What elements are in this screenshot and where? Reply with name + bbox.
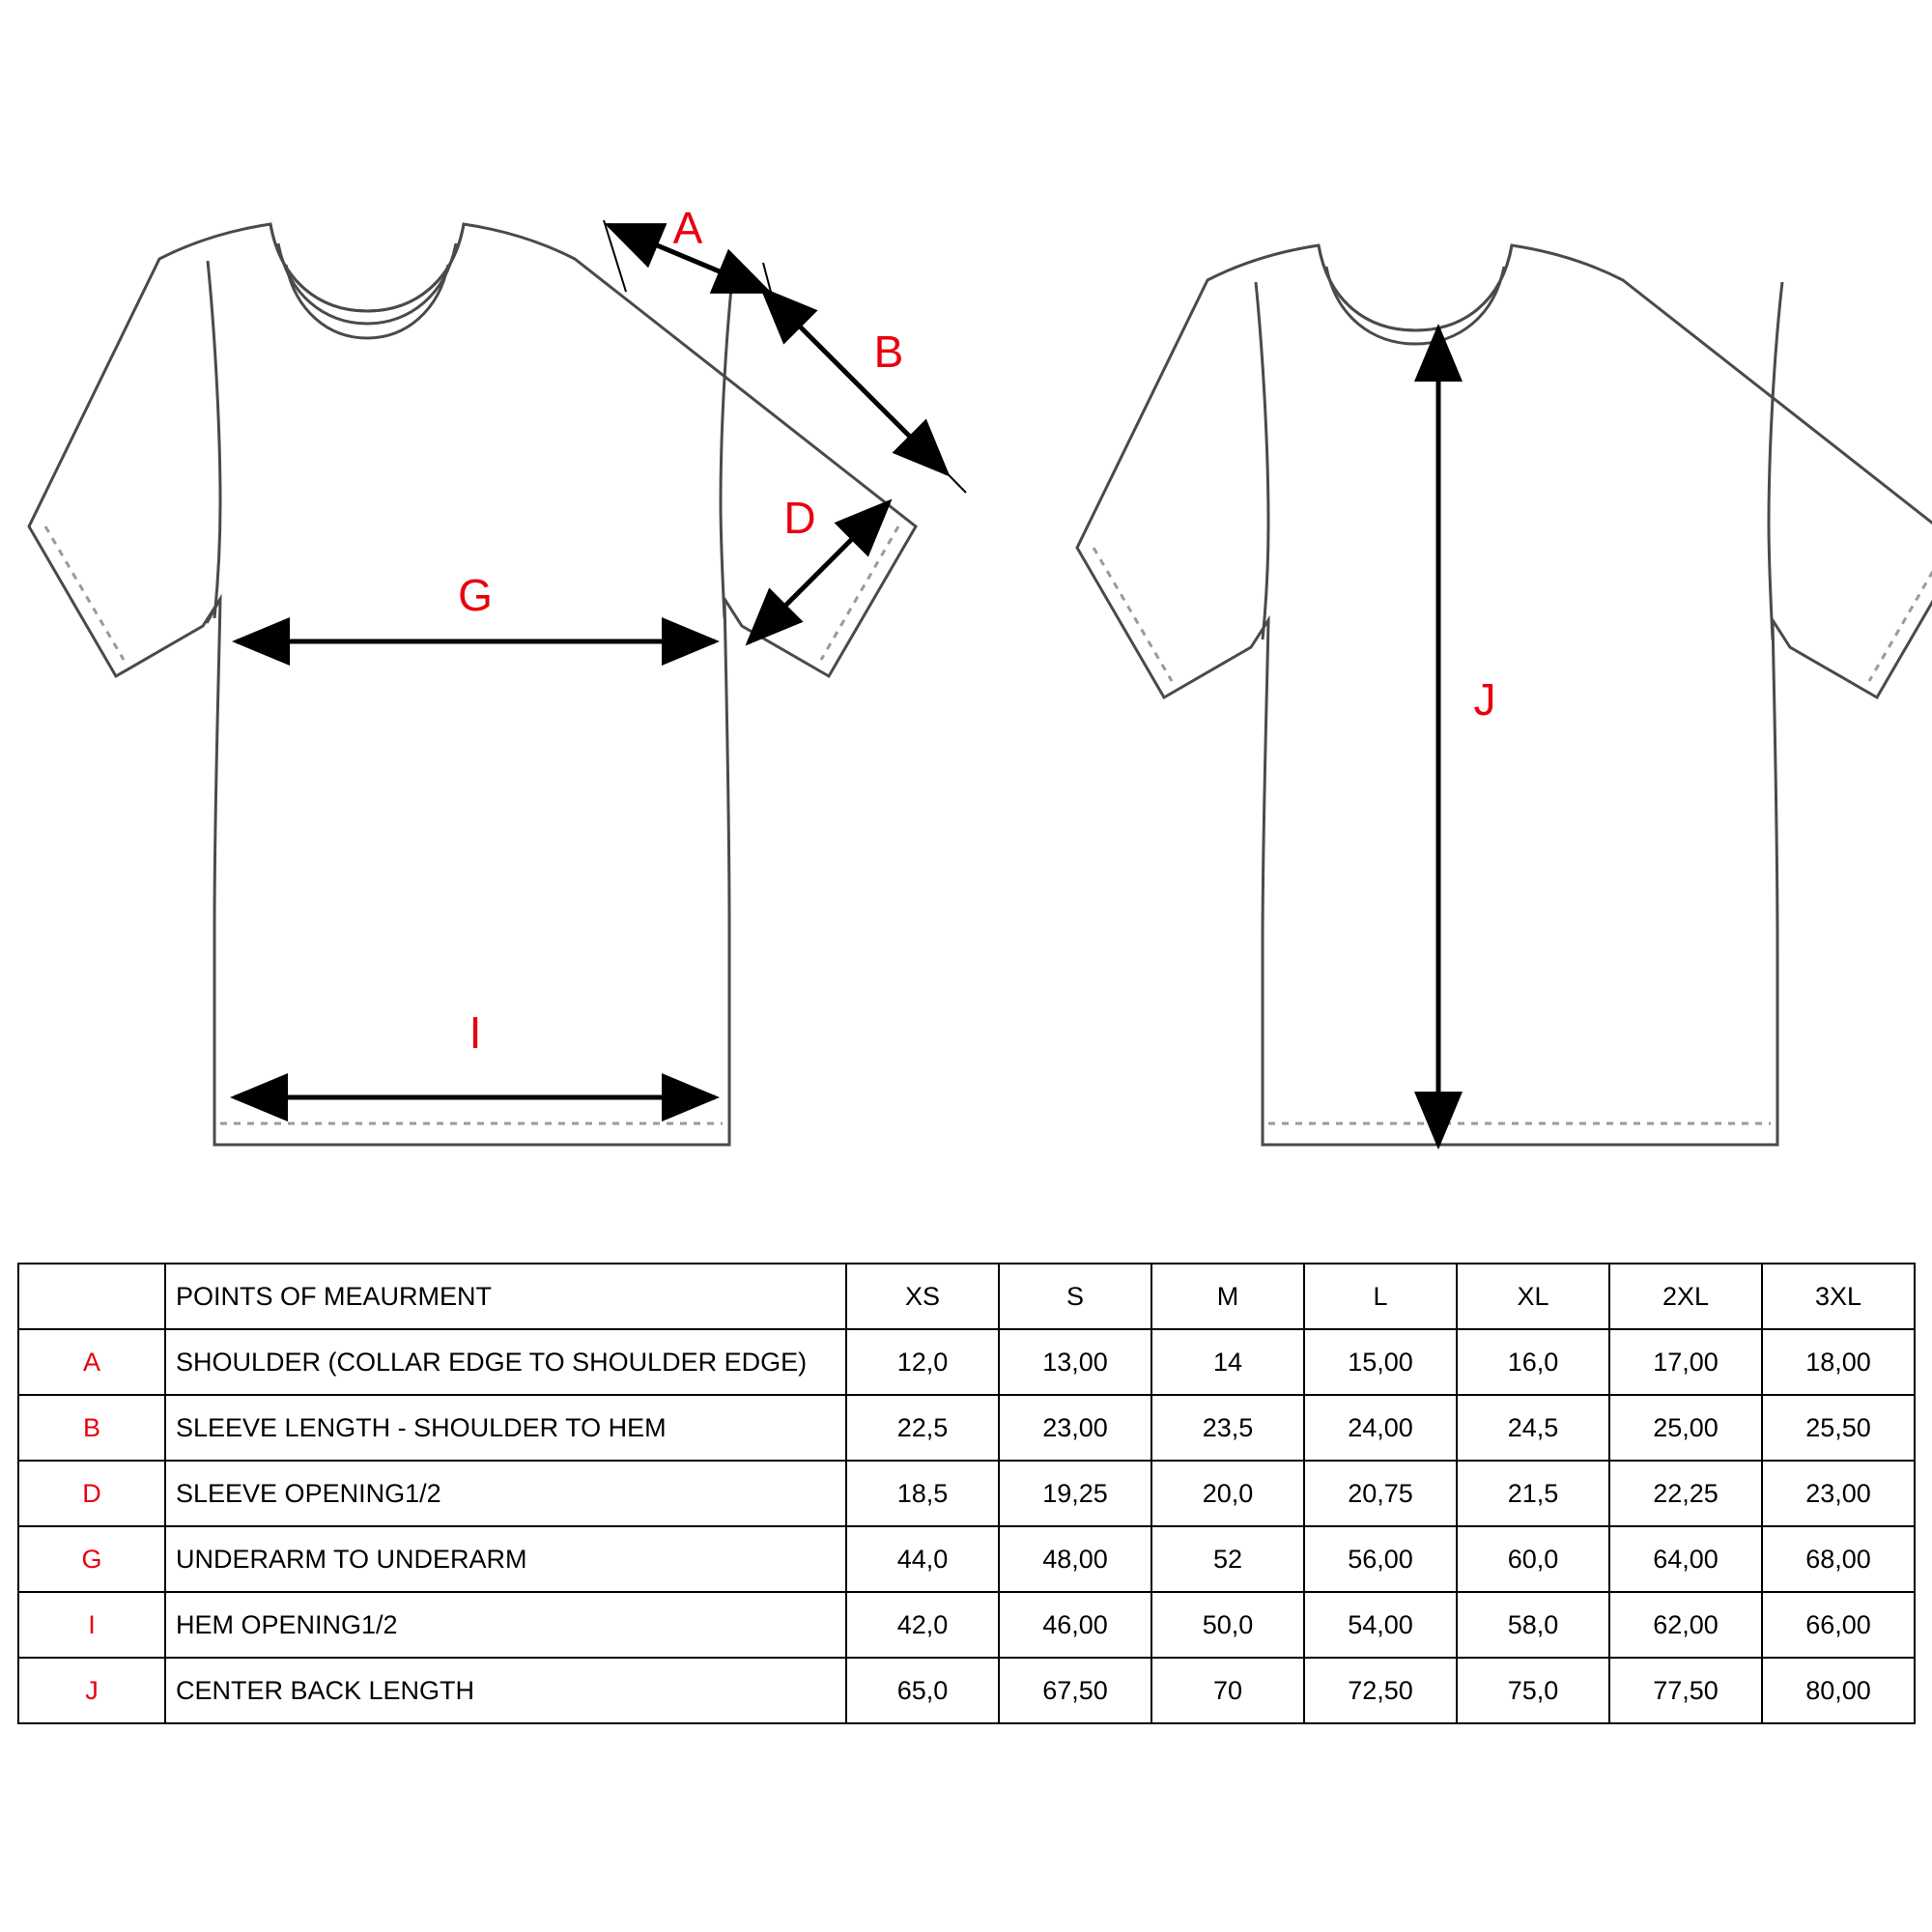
row-name-j: CENTER BACK LENGTH <box>165 1658 846 1723</box>
table-row <box>18 1329 1915 1395</box>
label-b-text: B <box>873 327 904 377</box>
table-row <box>18 1461 1915 1526</box>
row-b-2xl: 25,00 <box>1609 1395 1762 1461</box>
row-name-d: SLEEVE OPENING1/2 <box>165 1461 846 1526</box>
row-d-3xl: 23,00 <box>1762 1461 1915 1526</box>
label-i-text: I <box>469 1008 482 1058</box>
header-size-m: M <box>1151 1264 1304 1329</box>
table-row <box>18 1526 1915 1592</box>
row-name-g: UNDERARM TO UNDERARM <box>165 1526 846 1592</box>
row-i-xs: 42,0 <box>846 1592 999 1658</box>
row-a-m: 14 <box>1151 1329 1304 1395</box>
row-d-s: 19,25 <box>999 1461 1151 1526</box>
row-b-s: 23,00 <box>999 1395 1151 1461</box>
row-b-3xl: 25,50 <box>1762 1395 1915 1461</box>
size-chart-table <box>17 1263 1916 1724</box>
row-a-s: 13,00 <box>999 1329 1151 1395</box>
row-j-3xl: 80,00 <box>1762 1658 1915 1723</box>
row-g-l: 56,00 <box>1304 1526 1457 1592</box>
row-d-xs: 18,5 <box>846 1461 999 1526</box>
header-size-l: L <box>1304 1264 1457 1329</box>
table-row <box>18 1395 1915 1461</box>
row-d-l: 20,75 <box>1304 1461 1457 1526</box>
header-size-s: S <box>999 1264 1151 1329</box>
row-j-s: 67,50 <box>999 1658 1151 1723</box>
row-key-b: B <box>18 1395 165 1461</box>
row-key-d: D <box>18 1461 165 1526</box>
row-j-2xl: 77,50 <box>1609 1658 1762 1723</box>
table-row <box>18 1592 1915 1658</box>
row-d-m: 20,0 <box>1151 1461 1304 1526</box>
row-d-xl: 21,5 <box>1457 1461 1609 1526</box>
row-name-b: SLEEVE LENGTH - SHOULDER TO HEM <box>165 1395 846 1461</box>
row-g-m: 52 <box>1151 1526 1304 1592</box>
row-d-2xl: 22,25 <box>1609 1461 1762 1526</box>
row-b-xs: 22,5 <box>846 1395 999 1461</box>
table-row <box>18 1658 1915 1723</box>
tshirt-back-illustration <box>1077 245 1932 1145</box>
row-i-s: 46,00 <box>999 1592 1151 1658</box>
row-i-m: 50,0 <box>1151 1592 1304 1658</box>
row-key-g: G <box>18 1526 165 1592</box>
row-g-xs: 44,0 <box>846 1526 999 1592</box>
label-d-text: D <box>783 493 816 543</box>
header-key-blank <box>18 1264 165 1329</box>
row-a-l: 15,00 <box>1304 1329 1457 1395</box>
size-chart-table-container <box>17 1263 1915 1724</box>
header-size-2xl: 2XL <box>1609 1264 1762 1329</box>
table-header-row <box>18 1264 1915 1329</box>
header-size-xl: XL <box>1457 1264 1609 1329</box>
label-g-text: G <box>458 570 493 620</box>
row-j-l: 72,50 <box>1304 1658 1457 1723</box>
row-b-xl: 24,5 <box>1457 1395 1609 1461</box>
row-j-xl: 75,0 <box>1457 1658 1609 1723</box>
row-i-l: 54,00 <box>1304 1592 1457 1658</box>
row-key-i: I <box>18 1592 165 1658</box>
row-i-3xl: 66,00 <box>1762 1592 1915 1658</box>
header-size-3xl: 3XL <box>1762 1264 1915 1329</box>
row-j-xs: 65,0 <box>846 1658 999 1723</box>
row-g-xl: 60,0 <box>1457 1526 1609 1592</box>
row-a-xs: 12,0 <box>846 1329 999 1395</box>
row-a-3xl: 18,00 <box>1762 1329 1915 1395</box>
row-g-3xl: 68,00 <box>1762 1526 1915 1592</box>
label-a-text: A <box>672 203 703 253</box>
header-size-xs: XS <box>846 1264 999 1329</box>
row-key-a: A <box>18 1329 165 1395</box>
label-j-text: J <box>1473 674 1496 724</box>
row-name-a: SHOULDER (COLLAR EDGE TO SHOULDER EDGE) <box>165 1329 846 1395</box>
row-a-2xl: 17,00 <box>1609 1329 1762 1395</box>
row-i-xl: 58,0 <box>1457 1592 1609 1658</box>
header-points-of-measurement: POINTS OF MEAURMENT <box>165 1264 846 1329</box>
row-g-s: 48,00 <box>999 1526 1151 1592</box>
row-key-j: J <box>18 1658 165 1723</box>
row-a-xl: 16,0 <box>1457 1329 1609 1395</box>
row-g-2xl: 64,00 <box>1609 1526 1762 1592</box>
row-b-m: 23,5 <box>1151 1395 1304 1461</box>
row-name-i: HEM OPENING1/2 <box>165 1592 846 1658</box>
row-b-l: 24,00 <box>1304 1395 1457 1461</box>
row-i-2xl: 62,00 <box>1609 1592 1762 1658</box>
row-j-m: 70 <box>1151 1658 1304 1723</box>
